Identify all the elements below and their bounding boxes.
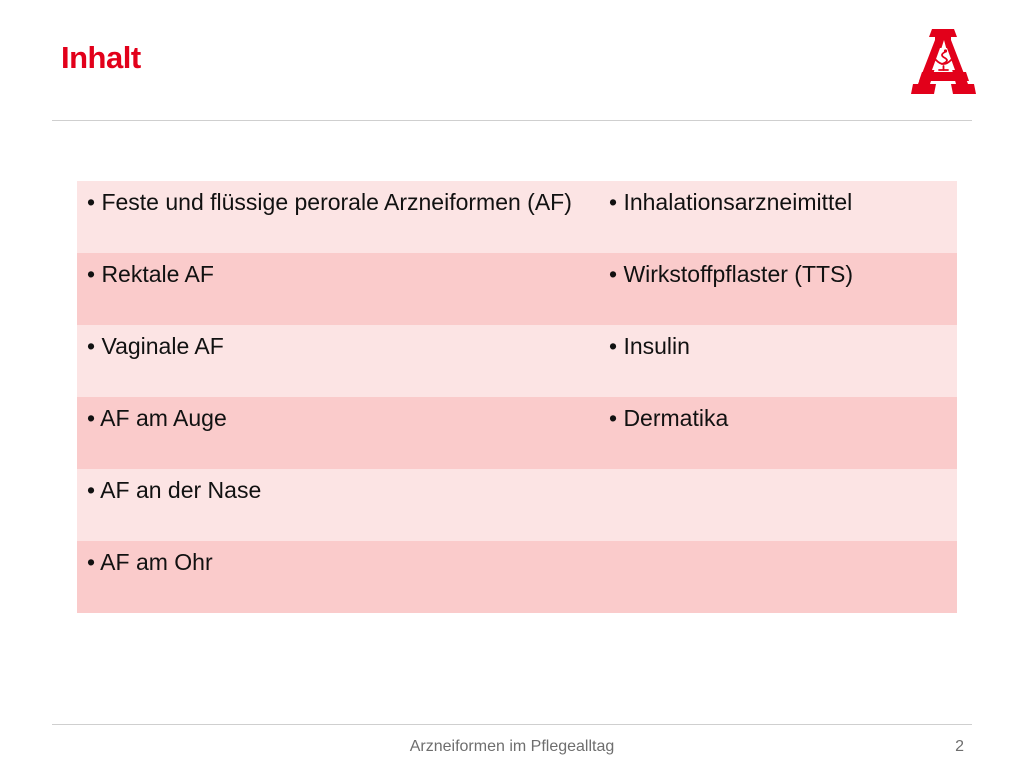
footer-title: Arzneiformen im Pflegealltag (409, 738, 615, 755)
table-row (77, 253, 957, 325)
table-cell-left: • AF am Auge (77, 397, 599, 469)
apotheke-a-logo-icon (908, 26, 980, 98)
table-cell-left: • AF am Ohr (77, 541, 599, 613)
footer-divider (52, 724, 972, 725)
content-table (77, 181, 957, 613)
table-cell-right: • Insulin (599, 325, 957, 397)
table-row (77, 541, 957, 613)
table-cell-right (599, 541, 957, 613)
table-cell-left: • Vaginale AF (77, 325, 599, 397)
table-cell-right: • Inhalationsarzneimittel (599, 181, 957, 253)
table-row (77, 469, 957, 541)
table-cell-left: • AF an der Nase (77, 469, 599, 541)
table-row (77, 397, 957, 469)
table-row (77, 181, 957, 253)
table-cell-right (599, 469, 957, 541)
table-cell-right: • Wirkstoffpflaster (TTS) (599, 253, 957, 325)
table-row (77, 325, 957, 397)
table-cell-right: • Dermatika (599, 397, 957, 469)
header-divider (52, 120, 972, 121)
table-cell-left: • Feste und flüssige perorale Arzneiformen (AF) (77, 181, 599, 253)
slide-title: Inhalt (61, 40, 141, 75)
page-number: 2 (955, 738, 964, 755)
table-cell-left: • Rektale AF (77, 253, 599, 325)
